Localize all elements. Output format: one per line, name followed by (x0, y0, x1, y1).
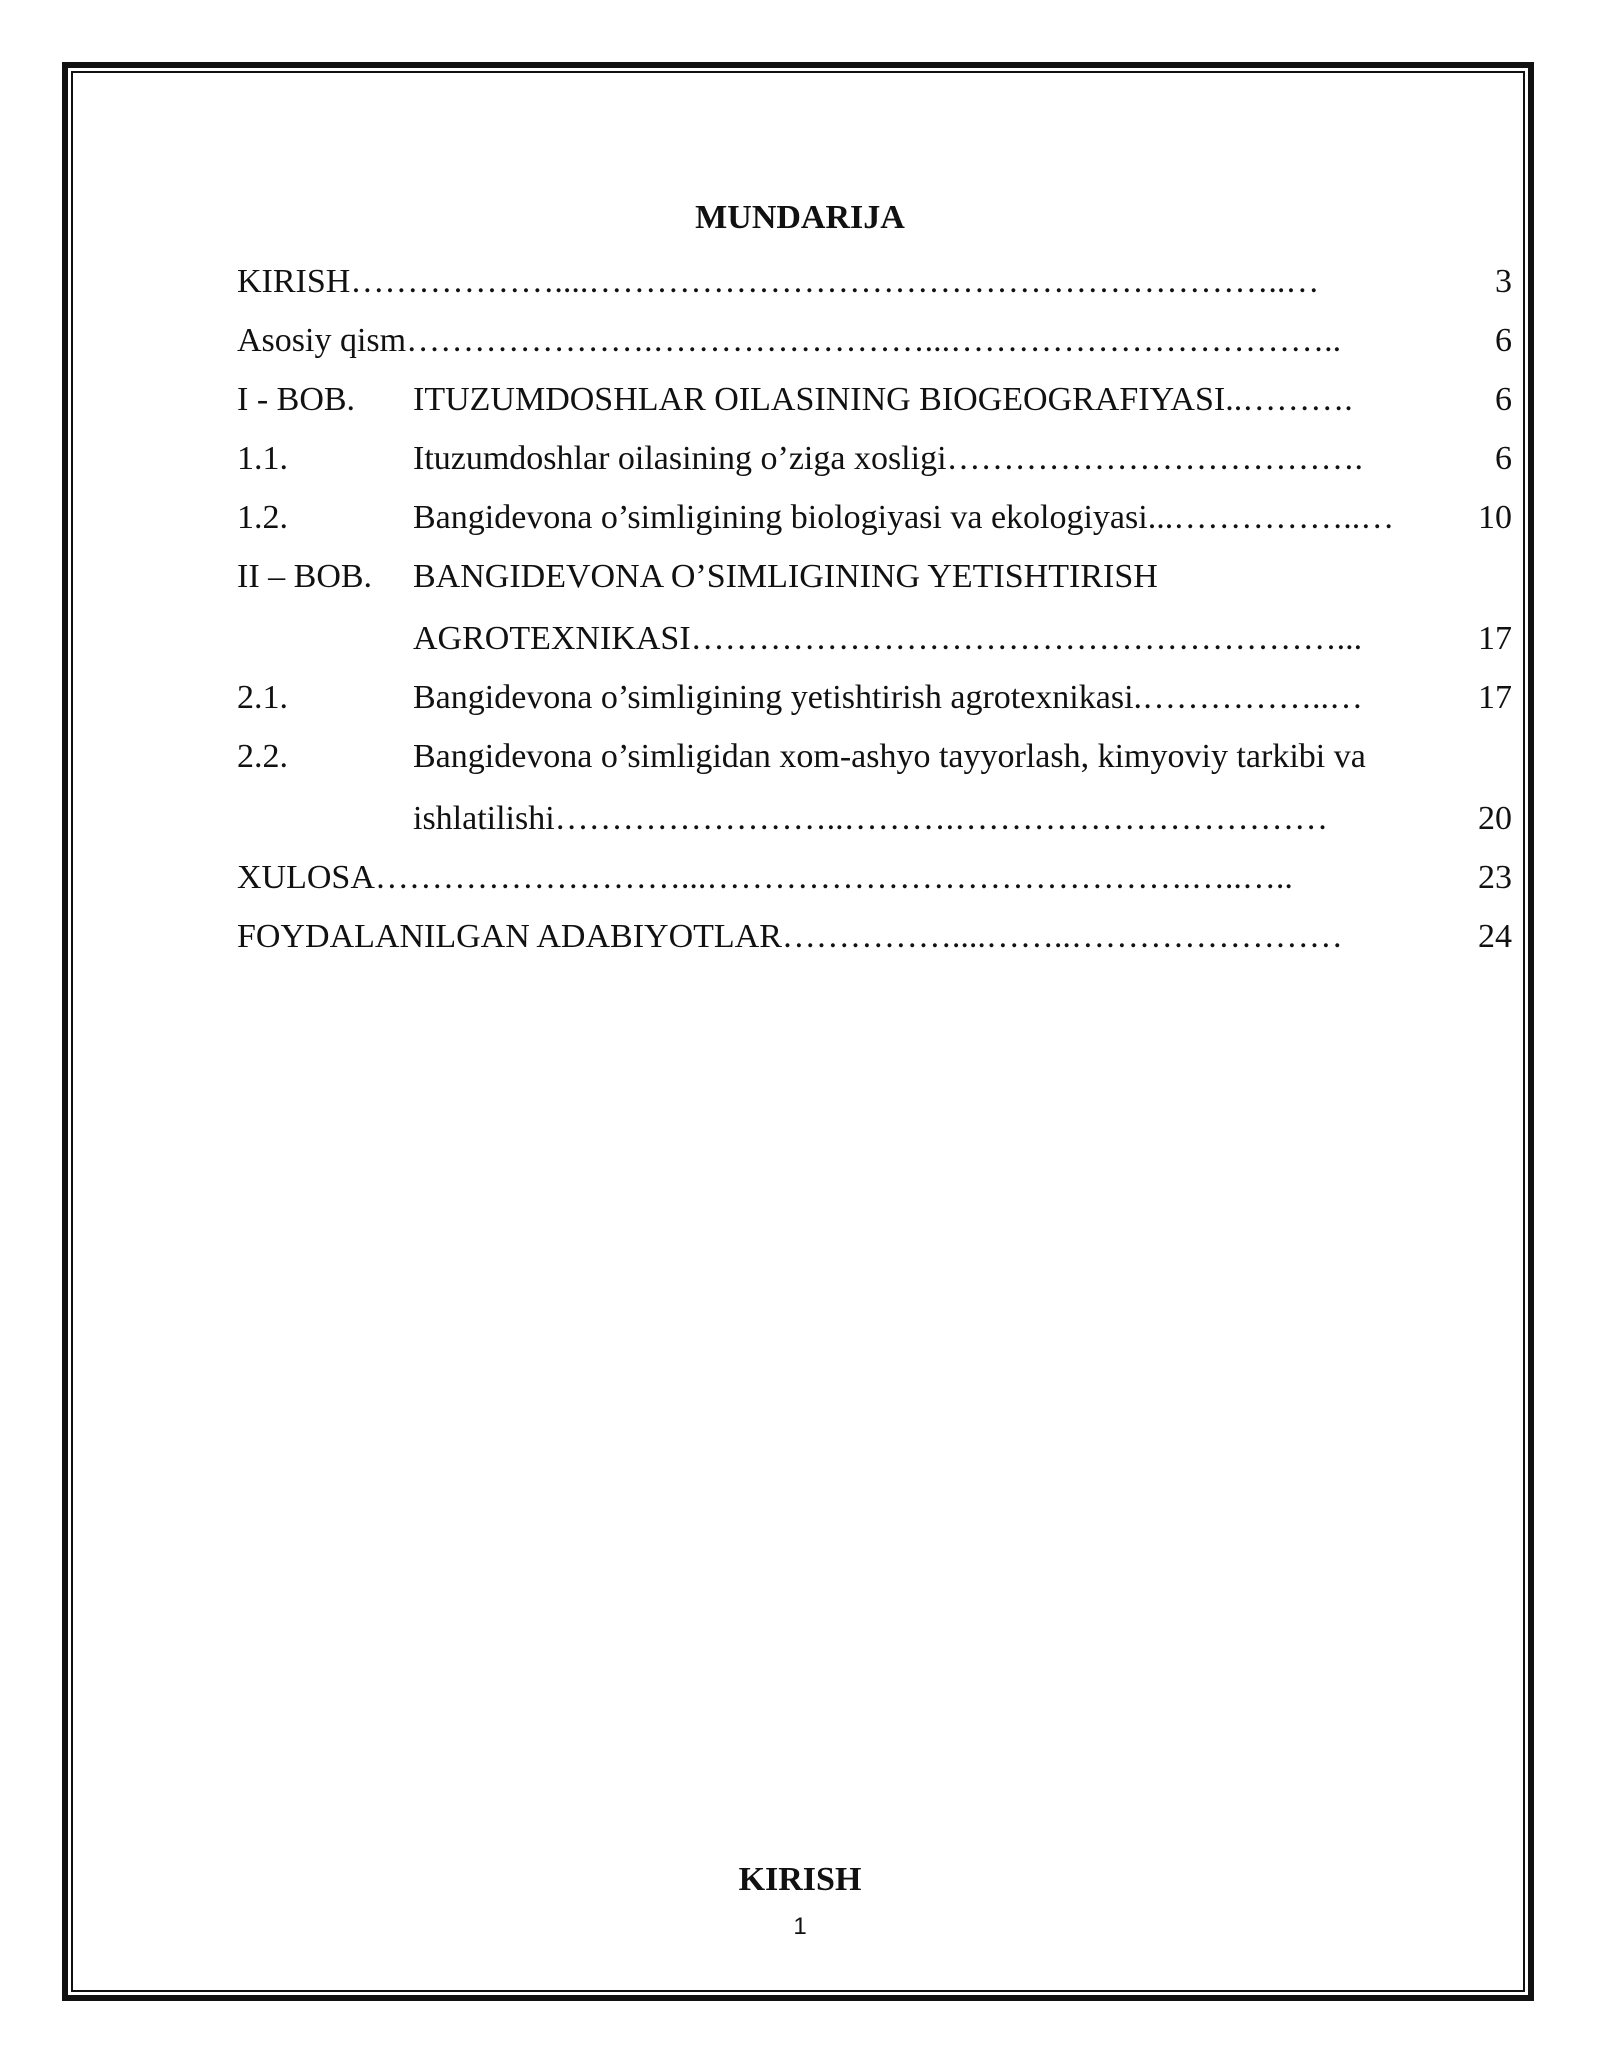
toc-entry (237, 674, 1512, 733)
section-heading: KIRISH (738, 1861, 862, 1898)
table-of-contents (237, 258, 1512, 972)
toc-entry (237, 317, 1512, 376)
toc-entry-text: Bangidevona o’simligining biologiyasi va ekologiyasi...……………..… (413, 499, 1395, 536)
toc-entry-text: XULOSA………………………...…………………………………….…..….. (237, 859, 1293, 896)
toc-entry-page: 24 (1478, 918, 1512, 955)
toc-entry-text: BANGIDEVONA O’SIMLIGINING YETISHTIRISH (413, 558, 1158, 595)
toc-entry-number: II – BOB. (237, 558, 373, 595)
toc-entry (237, 258, 1512, 317)
toc-entry-text: ITUZUMDOSHLAR OILASINING BIOGEOGRAFIYASI..………. (413, 381, 1353, 418)
toc-entry (237, 494, 1512, 553)
toc-entry-page: 3 (1495, 263, 1512, 300)
toc-entry-text: AGROTEXNIKASI…………………………………………………... (413, 620, 1363, 657)
toc-entry (237, 615, 1512, 674)
toc-entry (237, 913, 1512, 972)
toc-entry (237, 376, 1512, 435)
toc-entry-text: KIRISH………………....……………………………………………………..… (237, 263, 1320, 300)
toc-entry-text: ishlatilishi……………………..……….…………………………… (413, 800, 1329, 837)
toc-entry-page: 17 (1478, 620, 1512, 657)
toc-entry-page: 20 (1478, 800, 1512, 837)
toc-entry-number: I - BOB. (237, 381, 356, 418)
toc-entry-page: 10 (1478, 499, 1512, 536)
toc-entry (237, 733, 1512, 795)
toc-entry (237, 854, 1512, 913)
toc-entry-text: FOYDALANILGAN ADABIYOTLAR……………....……..…………………… (237, 918, 1343, 955)
toc-entry-text: Bangidevona o’simligining yetishtirish agrotexnikasi.……………..… (413, 679, 1364, 716)
toc-entry-number: 1.1. (237, 440, 288, 477)
toc-entry-text: Bangidevona o’simligidan xom-ashyo tayyorlash, kimyoviy tarkibi va (413, 738, 1366, 775)
toc-entry (237, 553, 1512, 615)
toc-entry-number: 2.1. (237, 679, 288, 716)
toc-entry-text: Ituzumdoshlar oilasining o’ziga xosligi………………………………. (413, 440, 1364, 477)
page-number: 1 (793, 1913, 807, 1940)
toc-entry-number: 2.2. (237, 738, 288, 775)
toc-entry (237, 435, 1512, 494)
toc-entry-page: 6 (1495, 381, 1512, 418)
toc-entry-number: 1.2. (237, 499, 288, 536)
toc-entry-text: Asosiy qism………………….……………………...…………………………….. (237, 322, 1342, 359)
toc-entry-page: 23 (1478, 859, 1512, 896)
toc-title: MUNDARIJA (695, 199, 905, 236)
toc-entry-page: 6 (1495, 440, 1512, 477)
toc-entry (237, 795, 1512, 854)
toc-entry-page: 17 (1478, 679, 1512, 716)
toc-entry-page: 6 (1495, 322, 1512, 359)
